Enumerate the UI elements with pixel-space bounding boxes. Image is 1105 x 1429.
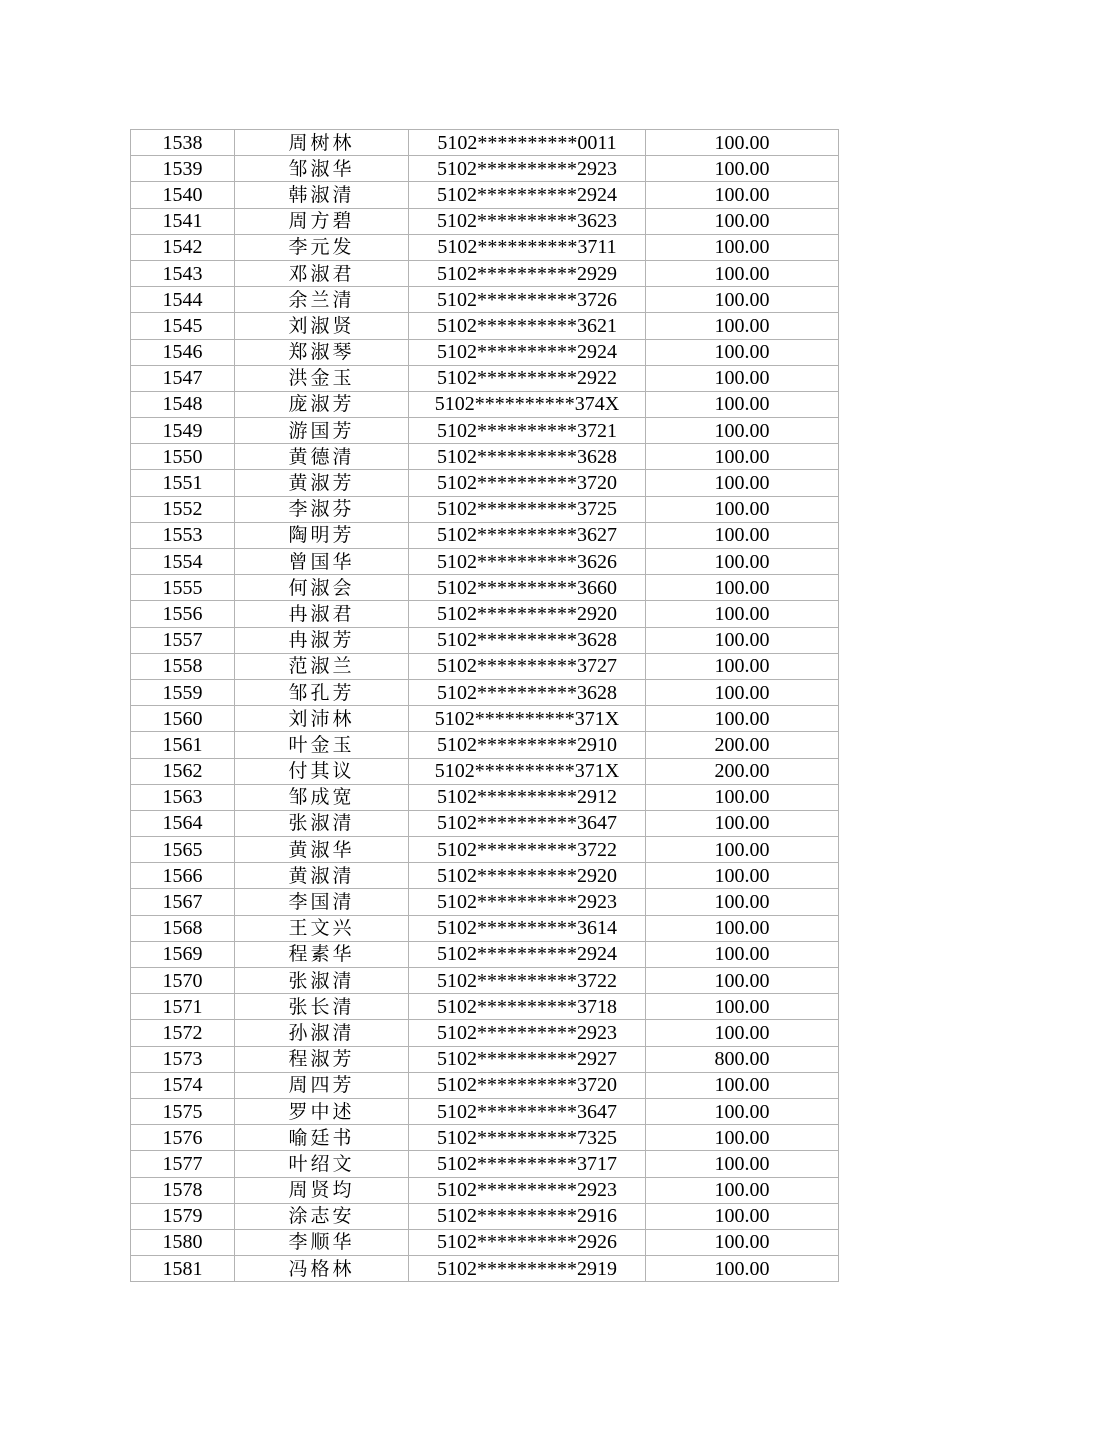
amount-cell: 100.00 xyxy=(646,1125,839,1151)
table-row xyxy=(131,208,839,234)
table-row xyxy=(131,601,839,627)
row-number-cell: 1578 xyxy=(131,1177,235,1203)
table-row xyxy=(131,156,839,182)
id-number-cell: 5102**********3647 xyxy=(409,810,646,836)
row-number-cell: 1554 xyxy=(131,549,235,575)
table-row xyxy=(131,758,839,784)
id-number-cell: 5102**********3721 xyxy=(409,418,646,444)
amount-cell: 100.00 xyxy=(646,968,839,994)
table-row xyxy=(131,941,839,967)
table-row xyxy=(131,339,839,365)
amount-cell: 100.00 xyxy=(646,313,839,339)
table-row xyxy=(131,130,839,156)
id-number-cell: 5102**********2912 xyxy=(409,784,646,810)
row-number-cell: 1543 xyxy=(131,260,235,286)
amount-cell: 100.00 xyxy=(646,706,839,732)
row-number-cell: 1577 xyxy=(131,1151,235,1177)
table-row xyxy=(131,994,839,1020)
id-number-cell: 5102**********0011 xyxy=(409,130,646,156)
id-number-cell: 5102**********3727 xyxy=(409,653,646,679)
name-cell: 范淑兰 xyxy=(235,653,409,679)
table-row xyxy=(131,313,839,339)
name-cell: 邹成宽 xyxy=(235,784,409,810)
amount-cell: 100.00 xyxy=(646,1229,839,1255)
id-number-cell: 5102**********371X xyxy=(409,706,646,732)
row-number-cell: 1549 xyxy=(131,418,235,444)
row-number-cell: 1553 xyxy=(131,522,235,548)
name-cell: 李淑芬 xyxy=(235,496,409,522)
name-cell: 叶绍文 xyxy=(235,1151,409,1177)
row-number-cell: 1551 xyxy=(131,470,235,496)
row-number-cell: 1564 xyxy=(131,810,235,836)
table-row xyxy=(131,575,839,601)
table-row xyxy=(131,706,839,732)
amount-cell: 100.00 xyxy=(646,679,839,705)
name-cell: 周方碧 xyxy=(235,208,409,234)
table-row xyxy=(131,391,839,417)
name-cell: 王文兴 xyxy=(235,915,409,941)
name-cell: 黄淑清 xyxy=(235,863,409,889)
id-number-cell: 5102**********3726 xyxy=(409,287,646,313)
amount-cell: 100.00 xyxy=(646,444,839,470)
name-cell: 叶金玉 xyxy=(235,732,409,758)
row-number-cell: 1566 xyxy=(131,863,235,889)
id-number-cell: 5102**********2926 xyxy=(409,1229,646,1255)
name-cell: 张淑清 xyxy=(235,810,409,836)
amount-cell: 200.00 xyxy=(646,758,839,784)
amount-cell: 100.00 xyxy=(646,1020,839,1046)
table-row xyxy=(131,287,839,313)
row-number-cell: 1552 xyxy=(131,496,235,522)
amount-cell: 100.00 xyxy=(646,208,839,234)
name-cell: 邓淑君 xyxy=(235,260,409,286)
id-number-cell: 5102**********2927 xyxy=(409,1046,646,1072)
amount-cell: 100.00 xyxy=(646,863,839,889)
table-row xyxy=(131,732,839,758)
table-row xyxy=(131,418,839,444)
name-cell: 程淑芳 xyxy=(235,1046,409,1072)
row-number-cell: 1580 xyxy=(131,1229,235,1255)
table-row xyxy=(131,1020,839,1046)
id-number-cell: 5102**********2924 xyxy=(409,941,646,967)
table-row xyxy=(131,679,839,705)
id-number-cell: 5102**********3717 xyxy=(409,1151,646,1177)
table-row xyxy=(131,1203,839,1229)
id-number-cell: 5102**********3628 xyxy=(409,627,646,653)
amount-cell: 100.00 xyxy=(646,156,839,182)
name-cell: 庞淑芳 xyxy=(235,391,409,417)
id-number-cell: 5102**********3628 xyxy=(409,444,646,470)
row-number-cell: 1572 xyxy=(131,1020,235,1046)
row-number-cell: 1576 xyxy=(131,1125,235,1151)
data-table xyxy=(130,129,839,1282)
name-cell: 程素华 xyxy=(235,941,409,967)
row-number-cell: 1571 xyxy=(131,994,235,1020)
table-row xyxy=(131,260,839,286)
table-row xyxy=(131,653,839,679)
id-number-cell: 5102**********3626 xyxy=(409,549,646,575)
name-cell: 郑淑琴 xyxy=(235,339,409,365)
row-number-cell: 1560 xyxy=(131,706,235,732)
name-cell: 付其议 xyxy=(235,758,409,784)
name-cell: 刘淑贤 xyxy=(235,313,409,339)
row-number-cell: 1542 xyxy=(131,234,235,260)
amount-cell: 800.00 xyxy=(646,1046,839,1072)
row-number-cell: 1575 xyxy=(131,1098,235,1124)
id-number-cell: 5102**********2920 xyxy=(409,863,646,889)
name-cell: 周树林 xyxy=(235,130,409,156)
id-number-cell: 5102**********3614 xyxy=(409,915,646,941)
table-row xyxy=(131,365,839,391)
row-number-cell: 1540 xyxy=(131,182,235,208)
row-number-cell: 1561 xyxy=(131,732,235,758)
amount-cell: 100.00 xyxy=(646,287,839,313)
amount-cell: 100.00 xyxy=(646,496,839,522)
id-number-cell: 5102**********3647 xyxy=(409,1098,646,1124)
table-row xyxy=(131,810,839,836)
amount-cell: 100.00 xyxy=(646,391,839,417)
amount-cell: 100.00 xyxy=(646,837,839,863)
row-number-cell: 1556 xyxy=(131,601,235,627)
amount-cell: 100.00 xyxy=(646,260,839,286)
name-cell: 何淑会 xyxy=(235,575,409,601)
table-row xyxy=(131,889,839,915)
table-row xyxy=(131,1098,839,1124)
amount-cell: 100.00 xyxy=(646,522,839,548)
amount-cell: 100.00 xyxy=(646,1203,839,1229)
amount-cell: 100.00 xyxy=(646,784,839,810)
amount-cell: 100.00 xyxy=(646,365,839,391)
row-number-cell: 1568 xyxy=(131,915,235,941)
id-number-cell: 5102**********374X xyxy=(409,391,646,417)
table-body xyxy=(131,130,839,1282)
amount-cell: 100.00 xyxy=(646,1256,839,1282)
id-number-cell: 5102**********3718 xyxy=(409,994,646,1020)
id-number-cell: 5102**********2916 xyxy=(409,1203,646,1229)
name-cell: 余兰清 xyxy=(235,287,409,313)
table-row xyxy=(131,1256,839,1282)
id-number-cell: 5102**********3711 xyxy=(409,234,646,260)
id-number-cell: 5102**********2923 xyxy=(409,1020,646,1046)
name-cell: 李元发 xyxy=(235,234,409,260)
id-number-cell: 5102**********3621 xyxy=(409,313,646,339)
name-cell: 喻廷书 xyxy=(235,1125,409,1151)
amount-cell: 100.00 xyxy=(646,575,839,601)
name-cell: 洪金玉 xyxy=(235,365,409,391)
table-row xyxy=(131,1151,839,1177)
row-number-cell: 1569 xyxy=(131,941,235,967)
row-number-cell: 1546 xyxy=(131,339,235,365)
amount-cell: 100.00 xyxy=(646,889,839,915)
name-cell: 黄淑华 xyxy=(235,837,409,863)
amount-cell: 100.00 xyxy=(646,1177,839,1203)
amount-cell: 100.00 xyxy=(646,915,839,941)
amount-cell: 100.00 xyxy=(646,627,839,653)
name-cell: 刘沛林 xyxy=(235,706,409,732)
table-row xyxy=(131,522,839,548)
id-number-cell: 5102**********3722 xyxy=(409,968,646,994)
name-cell: 曾国华 xyxy=(235,549,409,575)
amount-cell: 100.00 xyxy=(646,1151,839,1177)
table-row xyxy=(131,182,839,208)
id-number-cell: 5102**********3623 xyxy=(409,208,646,234)
name-cell: 韩淑清 xyxy=(235,182,409,208)
table-row xyxy=(131,1229,839,1255)
row-number-cell: 1545 xyxy=(131,313,235,339)
row-number-cell: 1557 xyxy=(131,627,235,653)
row-number-cell: 1559 xyxy=(131,679,235,705)
id-number-cell: 5102**********2923 xyxy=(409,889,646,915)
id-number-cell: 5102**********3627 xyxy=(409,522,646,548)
amount-cell: 100.00 xyxy=(646,1072,839,1098)
amount-cell: 100.00 xyxy=(646,941,839,967)
name-cell: 李顺华 xyxy=(235,1229,409,1255)
row-number-cell: 1555 xyxy=(131,575,235,601)
table-row xyxy=(131,496,839,522)
amount-cell: 100.00 xyxy=(646,339,839,365)
id-number-cell: 5102**********3720 xyxy=(409,470,646,496)
row-number-cell: 1548 xyxy=(131,391,235,417)
row-number-cell: 1538 xyxy=(131,130,235,156)
row-number-cell: 1567 xyxy=(131,889,235,915)
name-cell: 黄淑芳 xyxy=(235,470,409,496)
row-number-cell: 1574 xyxy=(131,1072,235,1098)
name-cell: 周四芳 xyxy=(235,1072,409,1098)
table-row xyxy=(131,1177,839,1203)
id-number-cell: 5102**********2929 xyxy=(409,260,646,286)
amount-cell: 100.00 xyxy=(646,994,839,1020)
id-number-cell: 5102**********2920 xyxy=(409,601,646,627)
amount-cell: 100.00 xyxy=(646,418,839,444)
name-cell: 张长清 xyxy=(235,994,409,1020)
name-cell: 李国清 xyxy=(235,889,409,915)
amount-cell: 100.00 xyxy=(646,234,839,260)
amount-cell: 100.00 xyxy=(646,182,839,208)
table-row xyxy=(131,1125,839,1151)
row-number-cell: 1573 xyxy=(131,1046,235,1072)
name-cell: 涂志安 xyxy=(235,1203,409,1229)
id-number-cell: 5102**********2923 xyxy=(409,156,646,182)
row-number-cell: 1581 xyxy=(131,1256,235,1282)
name-cell: 邹孔芳 xyxy=(235,679,409,705)
amount-cell: 100.00 xyxy=(646,653,839,679)
amount-cell: 100.00 xyxy=(646,130,839,156)
name-cell: 邹淑华 xyxy=(235,156,409,182)
amount-cell: 100.00 xyxy=(646,601,839,627)
table-row xyxy=(131,444,839,470)
row-number-cell: 1563 xyxy=(131,784,235,810)
table-row xyxy=(131,1046,839,1072)
table-row xyxy=(131,915,839,941)
id-number-cell: 5102**********3720 xyxy=(409,1072,646,1098)
table-row xyxy=(131,234,839,260)
table-row xyxy=(131,968,839,994)
table-row xyxy=(131,863,839,889)
id-number-cell: 5102**********2923 xyxy=(409,1177,646,1203)
id-number-cell: 5102**********2924 xyxy=(409,182,646,208)
name-cell: 冉淑君 xyxy=(235,601,409,627)
row-number-cell: 1550 xyxy=(131,444,235,470)
id-number-cell: 5102**********3660 xyxy=(409,575,646,601)
table-row xyxy=(131,627,839,653)
id-number-cell: 5102**********2910 xyxy=(409,732,646,758)
row-number-cell: 1539 xyxy=(131,156,235,182)
table-row xyxy=(131,837,839,863)
id-number-cell: 5102**********2919 xyxy=(409,1256,646,1282)
table-row xyxy=(131,470,839,496)
name-cell: 黄德清 xyxy=(235,444,409,470)
id-number-cell: 5102**********7325 xyxy=(409,1125,646,1151)
id-number-cell: 5102**********2924 xyxy=(409,339,646,365)
amount-cell: 100.00 xyxy=(646,810,839,836)
id-number-cell: 5102**********3725 xyxy=(409,496,646,522)
table-row xyxy=(131,1072,839,1098)
row-number-cell: 1579 xyxy=(131,1203,235,1229)
table-row xyxy=(131,784,839,810)
amount-cell: 100.00 xyxy=(646,549,839,575)
row-number-cell: 1570 xyxy=(131,968,235,994)
row-number-cell: 1565 xyxy=(131,837,235,863)
id-number-cell: 5102**********2922 xyxy=(409,365,646,391)
row-number-cell: 1547 xyxy=(131,365,235,391)
name-cell: 孙淑清 xyxy=(235,1020,409,1046)
name-cell: 陶明芳 xyxy=(235,522,409,548)
name-cell: 张淑清 xyxy=(235,968,409,994)
name-cell: 冯格林 xyxy=(235,1256,409,1282)
row-number-cell: 1558 xyxy=(131,653,235,679)
row-number-cell: 1541 xyxy=(131,208,235,234)
amount-cell: 100.00 xyxy=(646,1098,839,1124)
row-number-cell: 1544 xyxy=(131,287,235,313)
name-cell: 游国芳 xyxy=(235,418,409,444)
table-row xyxy=(131,549,839,575)
amount-cell: 200.00 xyxy=(646,732,839,758)
id-number-cell: 5102**********3628 xyxy=(409,679,646,705)
name-cell: 罗中述 xyxy=(235,1098,409,1124)
row-number-cell: 1562 xyxy=(131,758,235,784)
amount-cell: 100.00 xyxy=(646,470,839,496)
id-number-cell: 5102**********371X xyxy=(409,758,646,784)
name-cell: 周贤均 xyxy=(235,1177,409,1203)
name-cell: 冉淑芳 xyxy=(235,627,409,653)
id-number-cell: 5102**********3722 xyxy=(409,837,646,863)
